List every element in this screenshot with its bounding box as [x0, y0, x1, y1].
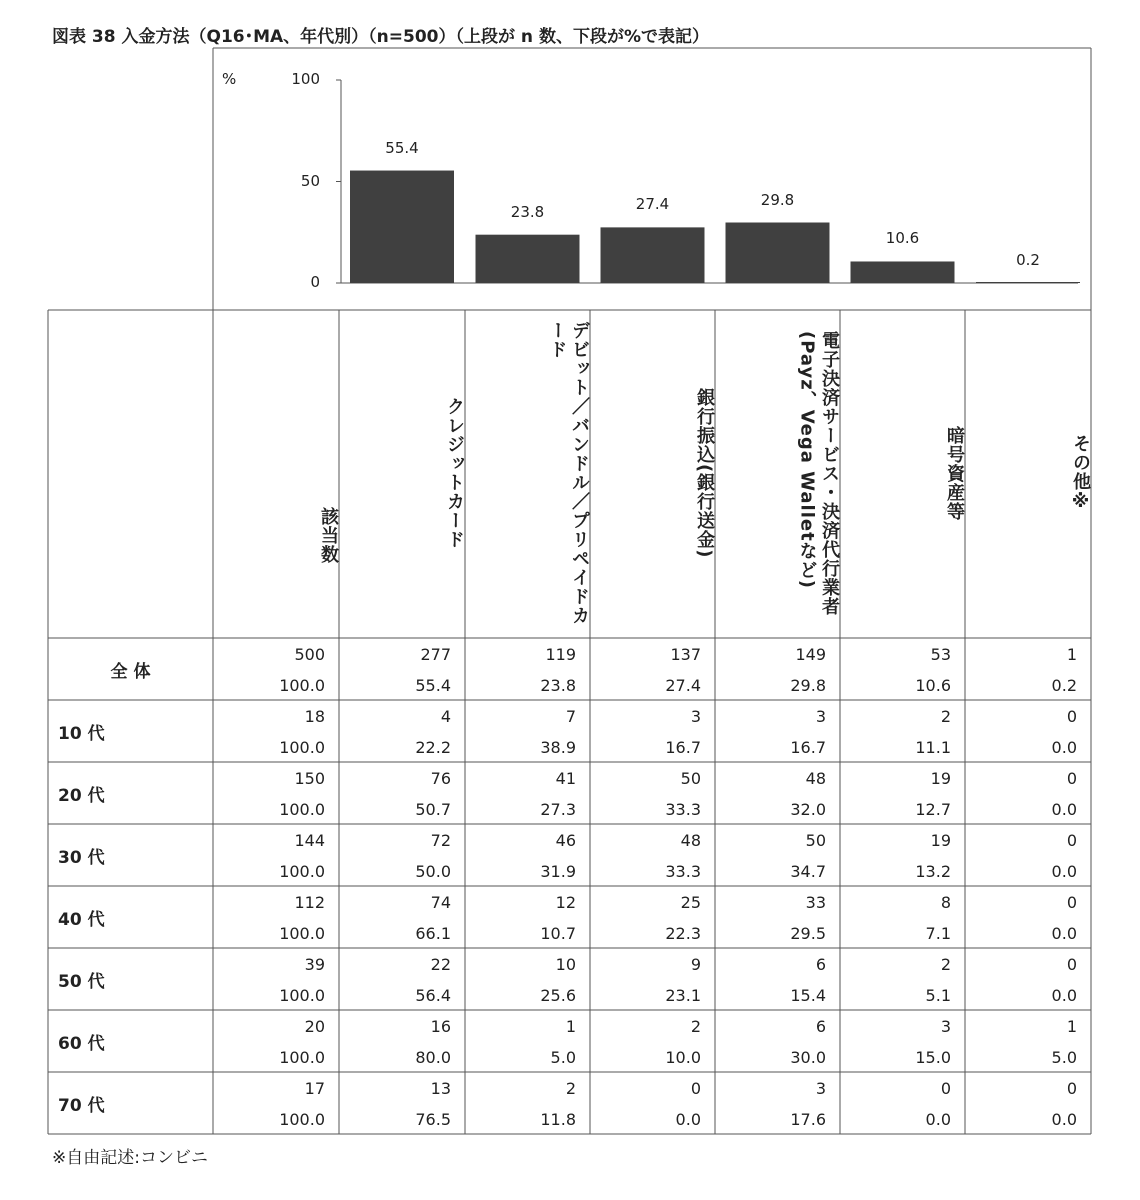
y-tick-label: 50	[300, 171, 320, 190]
cell-percent: 0.2	[1051, 676, 1077, 695]
cell-percent: 50.7	[415, 800, 451, 819]
bar	[726, 223, 830, 283]
cell-percent: 100.0	[279, 1110, 325, 1129]
cell-count: 9	[690, 955, 701, 974]
cell-percent: 56.4	[415, 986, 451, 1005]
cell-percent: 100.0	[279, 1048, 325, 1067]
cell-count: 46	[555, 831, 576, 850]
figure-title: 図表 38 入金方法（Q16･MA、年代別）（n=500）（上段が n 数、下段が%で表記）	[52, 27, 709, 47]
bar	[976, 282, 1080, 283]
cell-percent: 5.1	[925, 986, 951, 1005]
cell-count: 0	[1066, 707, 1077, 726]
cell-count: 0	[1066, 955, 1077, 974]
cell-count: 22	[430, 955, 451, 974]
y-axis-unit-label: %	[222, 70, 237, 88]
column-header: デビット／バンドル／プリペイドカ ード	[546, 321, 590, 625]
row-label: 40 代	[58, 910, 105, 930]
cell-percent: 32.0	[790, 800, 826, 819]
cell-count: 3	[690, 707, 701, 726]
cell-count: 48	[805, 769, 826, 788]
cell-percent: 23.1	[665, 986, 701, 1005]
cell-percent: 0.0	[1051, 1110, 1077, 1129]
y-tick-label: 100	[291, 70, 320, 88]
cell-percent: 10.7	[540, 924, 576, 943]
column-header: 銀行振込(銀行送金)	[694, 387, 715, 559]
cell-percent: 55.4	[415, 676, 451, 695]
column-header: 電子決済サービス・決済代行業者 (Payz、Vega Walletなど)	[796, 330, 840, 616]
cell-count: 0	[1066, 1079, 1077, 1098]
cell-percent: 100.0	[279, 924, 325, 943]
cell-count: 112	[294, 893, 325, 912]
cell-count: 33	[805, 893, 826, 912]
cell-count: 0	[1066, 831, 1077, 850]
y-tick-label: 0	[310, 273, 320, 291]
cell-percent: 0.0	[1051, 738, 1077, 757]
cell-count: 12	[555, 893, 576, 912]
cell-count: 144	[294, 831, 325, 850]
cell-percent: 30.0	[790, 1048, 826, 1067]
cell-percent: 15.0	[915, 1048, 951, 1067]
cell-percent: 13.2	[915, 862, 951, 881]
cell-percent: 31.9	[540, 862, 576, 881]
cell-count: 74	[430, 893, 451, 912]
cell-percent: 27.4	[665, 676, 701, 695]
cell-count: 50	[680, 769, 701, 788]
cell-percent: 22.2	[415, 738, 451, 757]
cell-percent: 0.0	[675, 1110, 701, 1129]
cell-percent: 7.1	[925, 924, 951, 943]
cell-count: 53	[930, 645, 951, 664]
cell-percent: 5.0	[1051, 1048, 1077, 1067]
cell-percent: 100.0	[279, 800, 325, 819]
cell-percent: 11.1	[915, 738, 951, 757]
cell-percent: 16.7	[790, 738, 826, 757]
cell-percent: 16.7	[665, 738, 701, 757]
cell-percent: 15.4	[790, 986, 826, 1005]
cell-percent: 100.0	[279, 862, 325, 881]
cell-count: 17	[304, 1079, 325, 1098]
cell-percent: 10.6	[915, 676, 951, 695]
cell-count: 3	[815, 1079, 826, 1098]
cell-count: 76	[430, 769, 451, 788]
cell-percent: 25.6	[540, 986, 576, 1005]
cell-percent: 66.1	[415, 924, 451, 943]
cell-count: 149	[795, 645, 826, 664]
row-label: 30 代	[58, 848, 105, 868]
row-label: 20 代	[58, 786, 105, 806]
cell-count: 3	[815, 707, 826, 726]
cell-percent: 0.0	[1051, 924, 1077, 943]
bar-value-label: 27.4	[635, 195, 670, 214]
cell-count: 8	[940, 893, 951, 912]
cell-count: 6	[815, 955, 826, 974]
cell-count: 48	[680, 831, 701, 850]
cell-count: 41	[555, 769, 576, 788]
cell-count: 39	[304, 955, 325, 974]
cell-percent: 12.7	[915, 800, 951, 819]
cell-count: 0	[1066, 769, 1077, 788]
footnote: ※自由記述:コンビニ	[52, 1148, 208, 1168]
cell-percent: 29.5	[790, 924, 826, 943]
cell-count: 277	[420, 645, 451, 664]
bar-value-label: 10.6	[885, 229, 920, 248]
cell-count: 0	[1066, 893, 1077, 912]
cell-percent: 34.7	[790, 862, 826, 881]
bar-value-label: 0.2	[1016, 250, 1040, 269]
cell-percent: 0.0	[1051, 862, 1077, 881]
cell-count: 2	[565, 1079, 576, 1098]
bar	[601, 227, 705, 283]
cell-count: 16	[430, 1017, 451, 1036]
cell-count: 137	[670, 645, 701, 664]
cell-count: 150	[294, 769, 325, 788]
row-label: 全 体	[110, 662, 151, 682]
cell-count: 3	[940, 1017, 951, 1036]
column-header: 暗号資産等	[944, 425, 965, 521]
bar	[350, 171, 454, 283]
cell-percent: 27.3	[540, 800, 576, 819]
cell-count: 0	[690, 1079, 701, 1098]
cell-percent: 5.0	[550, 1048, 576, 1067]
cell-count: 50	[805, 831, 826, 850]
cell-count: 20	[304, 1017, 325, 1036]
cell-count: 19	[930, 831, 951, 850]
column-header-count: 該当数	[318, 506, 339, 564]
bar-value-label: 29.8	[760, 190, 795, 209]
cell-count: 13	[430, 1079, 451, 1098]
cell-percent: 23.8	[540, 676, 576, 695]
cell-percent: 11.8	[540, 1110, 576, 1129]
cell-percent: 17.6	[790, 1110, 826, 1129]
column-header: クレジットカード	[444, 397, 465, 549]
cell-count: 7	[565, 707, 576, 726]
cell-count: 2	[690, 1017, 701, 1036]
row-label: 10 代	[58, 724, 105, 744]
cell-percent: 0.0	[1051, 800, 1077, 819]
cell-percent: 10.0	[665, 1048, 701, 1067]
cell-count: 19	[930, 769, 951, 788]
cell-count: 0	[940, 1079, 951, 1098]
cell-count: 1	[1066, 645, 1077, 664]
cell-count: 10	[555, 955, 576, 974]
cell-percent: 76.5	[415, 1110, 451, 1129]
bar	[476, 235, 580, 283]
cell-count: 2	[940, 707, 951, 726]
cell-percent: 33.3	[665, 862, 701, 881]
row-label: 60 代	[58, 1034, 105, 1054]
cell-count: 25	[680, 893, 701, 912]
cell-percent: 100.0	[279, 676, 325, 695]
cell-count: 500	[294, 645, 325, 664]
cell-percent: 50.0	[415, 862, 451, 881]
cell-count: 72	[430, 831, 451, 850]
cell-count: 1	[565, 1017, 576, 1036]
cell-percent: 100.0	[279, 986, 325, 1005]
cell-percent: 22.3	[665, 924, 701, 943]
cell-count: 1	[1066, 1017, 1077, 1036]
cell-percent: 80.0	[415, 1048, 451, 1067]
cell-percent: 100.0	[279, 738, 325, 757]
row-label: 50 代	[58, 972, 105, 992]
cell-percent: 33.3	[665, 800, 701, 819]
cell-percent: 0.0	[925, 1110, 951, 1129]
cell-count: 2	[940, 955, 951, 974]
bar	[851, 261, 955, 283]
cell-count: 6	[815, 1017, 826, 1036]
cell-percent: 29.8	[790, 676, 826, 695]
cell-percent: 38.9	[540, 738, 576, 757]
cell-count: 18	[304, 707, 325, 726]
column-header: その他※	[1070, 433, 1091, 513]
cell-count: 119	[545, 645, 576, 664]
cell-count: 4	[440, 707, 451, 726]
row-label: 70 代	[58, 1096, 105, 1116]
cell-percent: 0.0	[1051, 986, 1077, 1005]
bar-value-label: 55.4	[385, 138, 419, 157]
bar-value-label: 23.8	[510, 202, 545, 221]
